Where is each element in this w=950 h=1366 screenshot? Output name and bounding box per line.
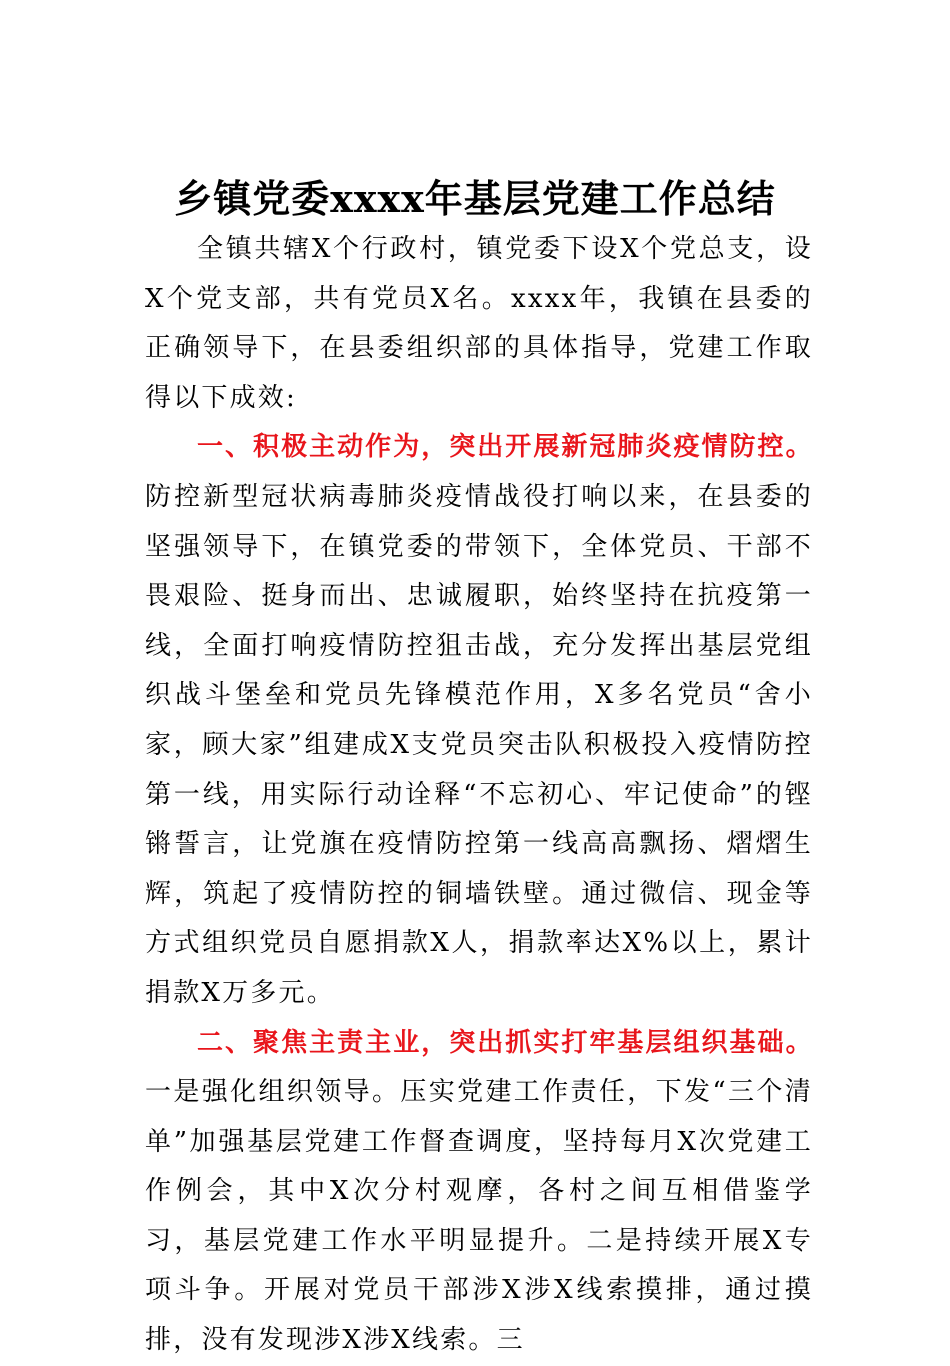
section-heading: 二、聚焦主责主业，突出抓实打牢基层组织基础。	[197, 1027, 813, 1058]
paragraph-section-2	[145, 1019, 813, 1366]
paragraph-text: 全镇共辖X个行政村，镇党委下设X个党总支，设X个党支部，共有党员X名。xxxx年，我镇在县委的正确领导下，在县委组织部的具体指导，党建工作取得以下成效:	[145, 234, 813, 413]
document-body	[145, 225, 813, 1366]
paragraph-section-1	[145, 423, 813, 1018]
paragraph-text: 一是强化组织领导。压实党建工作责任，下发“三个清单”加强基层党建工作督查调度，坚持每月X次党建工作例会，其中X次分村观摩，各村之间互相借鉴学习，基层党建工作水平明显提升。二是持续开展X专项斗争。开展对党员干部涉X涉X线索摸排，通过摸排，没有发现涉X涉X线索。三	[145, 1077, 813, 1356]
document-title: 乡镇党委xxxx年基层党建工作总结	[174, 176, 776, 222]
section-heading: 一、积极主动作为，突出开展新冠肺炎疫情防控。	[197, 432, 813, 463]
paragraph-intro	[145, 225, 813, 423]
paragraph-text: 防控新型冠状病毒肺炎疫情战役打响以来，在县委的坚强领导下，在镇党委的带领下，全体党员、干部不畏艰险、挺身而出、忠诚履职，始终坚持在抗疫第一线，全面打响疫情防控狙击战，充分发挥出基层党组织战斗堡垒和党员先锋模范作用，X多名党员“舍小家，顾大家”组建成X支党员突击队积极投入疫情防控第一线，用实际行动诠释“不忘初心、牢记使命”的铿锵誓言，让党旗在疫情防控第一线高高飘扬、熠熠生辉，筑起了疫情防控的铜墙铁壁。通过微信、现金等方式组织党员自愿捐款X人，捐款率达X%以上，累计捐款X万多元。	[145, 481, 813, 1008]
